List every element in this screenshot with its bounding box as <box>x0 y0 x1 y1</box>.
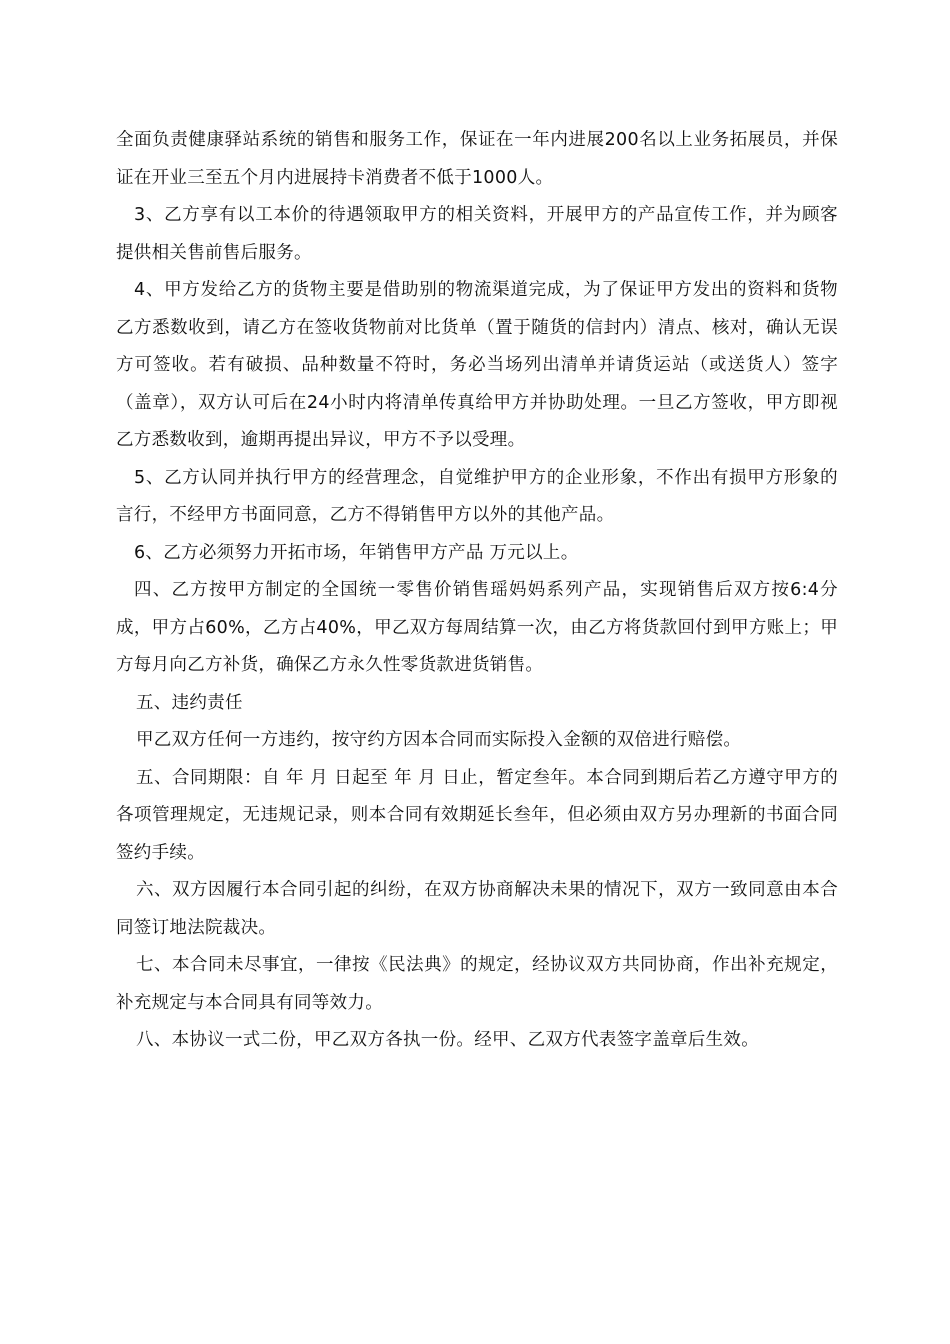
paragraph-supplementary-terms: 七、本合同未尽事宜，一律按《民法典》的规定，经协议双方共同协商，作出补充规定，补充规定与本合同具有同等效力。 <box>116 955 838 1013</box>
paragraph-copies-effectiveness: 八、本协议一式二份，甲乙双方各执一份。经甲、乙双方代表签字盖章后生效。 <box>136 1030 759 1050</box>
paragraph-contract-term: 五、合同期限：自 年 月 日起至 年 月 日止，暂定叁年。本合同到期后若乙方遵守甲方的各项管理规定，无违规记录，则本合同有效期延长叁年，但必须由双方另办理新的书面合同签约手续。 <box>116 767 838 863</box>
paragraph-section-4: 四、乙方按甲方制定的全国统一零售价销售瑶妈妈系列产品，实现销售后双方按6:4分成，甲方占60%，乙方占40%，甲乙双方每周结算一次，由乙方将货款回付到甲方账上；甲方每月向乙方补货，确保乙方永久性零货款进货销售。 <box>116 580 838 675</box>
paragraph-dispute-resolution: 六、双方因履行本合同引起的纠纷，在双方协商解决未果的情况下，双方一致同意由本合同签订地法院裁决。 <box>116 880 838 938</box>
paragraph-clause-3: 3、乙方享有以工本价的待遇领取甲方的相关资料，开展甲方的产品宣传工作，并为顾客提供相关售前售后服务。 <box>116 205 838 263</box>
paragraph-clause-6: 6、乙方必须努力开拓市场，年销售甲方产品 万元以上。 <box>134 542 579 563</box>
paragraph-breach-liability: 甲乙双方任何一方违约，按守约方因本合同而实际投入金额的双倍进行赔偿。 <box>136 730 742 750</box>
section-heading-breach: 五、违约责任 <box>136 692 243 713</box>
paragraph-clause-5: 5、乙方认同并执行甲方的经营理念，自觉维护甲方的企业形象，不作出有损甲方形象的言行，不经甲方书面同意，乙方不得销售甲方以外的其他产品。 <box>116 467 838 525</box>
paragraph-clause-4: 4、甲方发给乙方的货物主要是借助别的物流渠道完成，为了保证甲方发出的资料和货物乙方悉数收到，请乙方在签收货物前对比货单（置于随货的信封内）清点、核对，确认无误方可签收。若有破损、品种数量不符时，务必当场列出清单并请货运站（或送货人）签字（盖章），双方认可后在24小时内将清单传真给甲方并协助处理。一旦乙方签收，甲方即视乙方悉数收到，逾期再提出异议，甲方不予以受理。 <box>116 280 838 450</box>
document-body <box>116 122 838 1060</box>
paragraph-sales-service: 全面负责健康驿站系统的销售和服务工作，保证在一年内进展200名以上业务拓展员，并保证在开业三至五个月内进展持卡消费者不低于1000人。 <box>116 130 838 188</box>
